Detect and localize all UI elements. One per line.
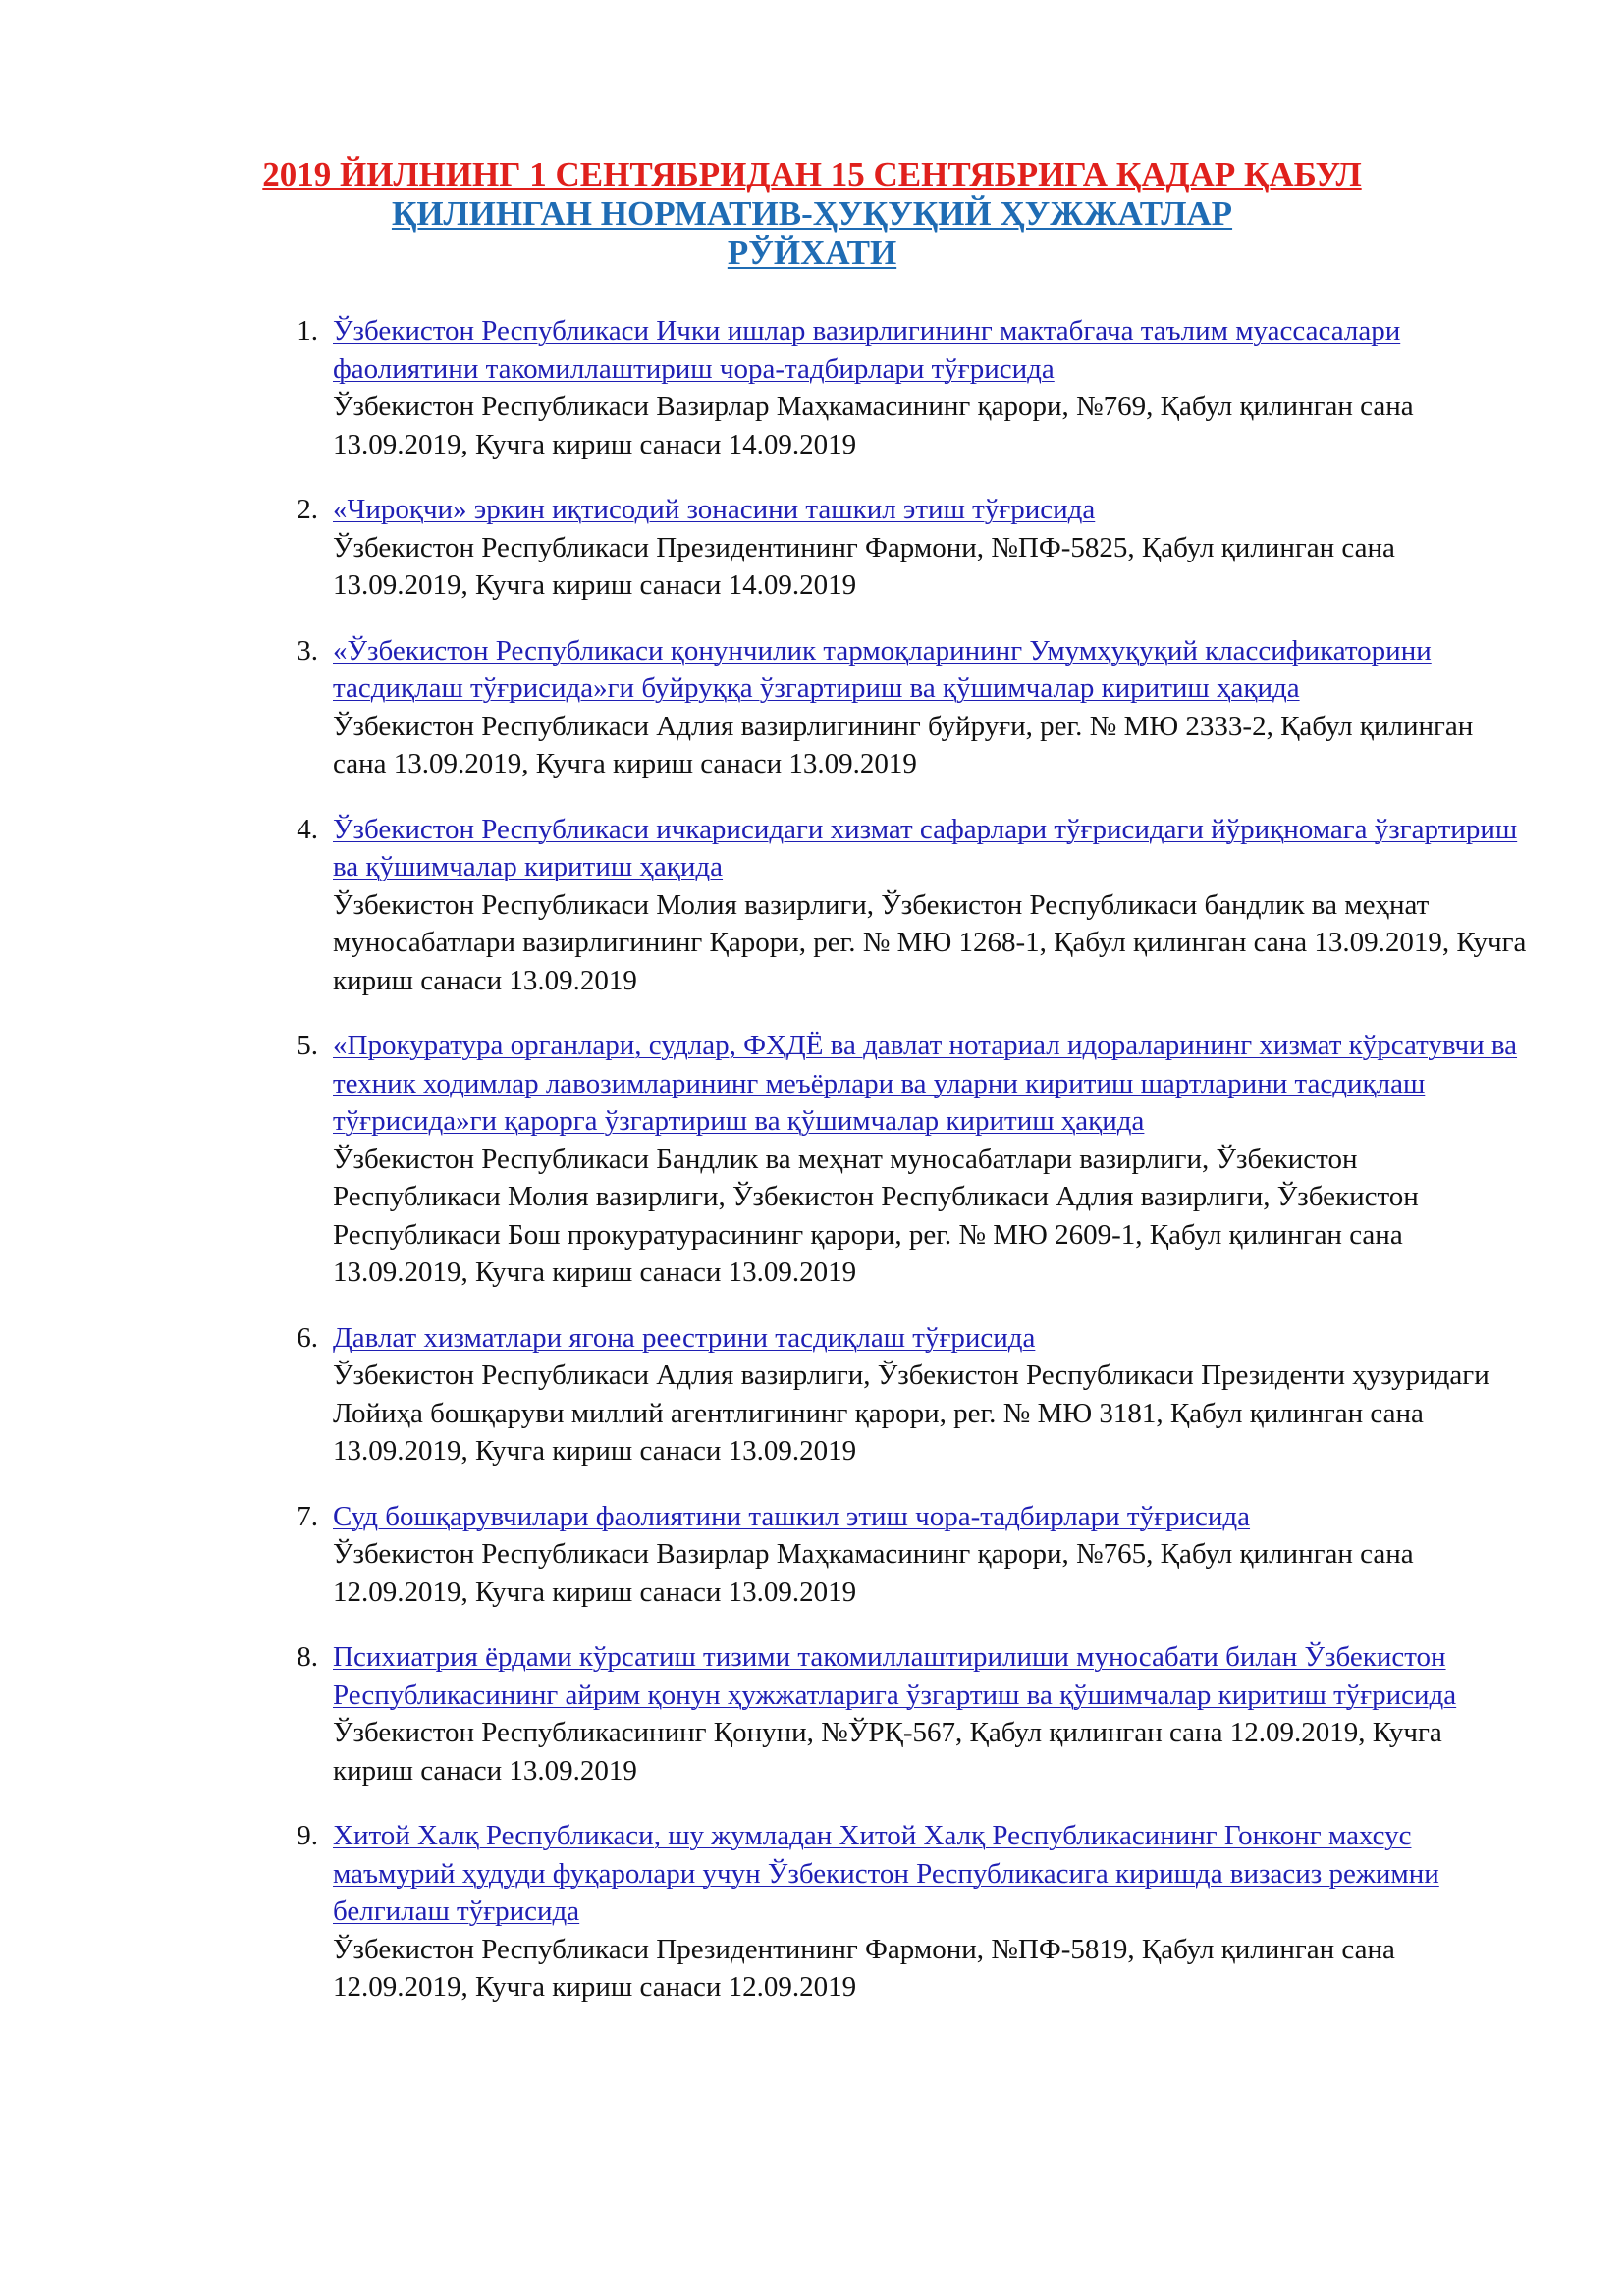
document-link[interactable]: Ўзбекистон Республикаси Ички ишлар вазирлигининг мактабгача таълим муассасалари фаолиятини такомиллаштириш чора-тадбирлари тўғрисида (333, 315, 1401, 385)
document-link[interactable]: «Ўзбекистон Республикаси қонунчилик тармоқларининг Умумҳуқуқий классификаторини тасдиқлаш тўғрисида»ги буйруққа ўзгартириш ва қўшимчалар киритиш ҳақида (333, 634, 1432, 704)
list-item (271, 1817, 1528, 2006)
document-link[interactable]: «Чироқчи» эркин иқтисодий зонасини ташкил этиш тўғрисида (333, 494, 1096, 525)
document-details: Ўзбекистон Республикасининг Қонуни, №ЎРҚ-567, Қабул қилинган сана 12.09.2019, Кучга кириш санаси 13.09.2019 (333, 1717, 1442, 1787)
documents-list (271, 312, 1528, 2034)
item-number: 9. (297, 1820, 318, 1851)
document-details: Ўзбекистон Республикаси Президентининг Фармони, №ПФ-5825, Қабул қилинган сана 13.09.2019, Кучга кириш санаси 14.09.2019 (333, 531, 1395, 601)
list-item (271, 491, 1528, 605)
document-details: Ўзбекистон Республикаси Молия вазирлиги, Ўзбекистон Республикаси бандлик ва меҳнат муносабатлари вазирлигининг Қарори, рег. № МЮ 1268-1, Қабул қилинган сана 13.09.2019, Кучга кириш санаси 13.09.2019 (333, 888, 1527, 996)
item-number: 7. (297, 1500, 318, 1532)
document-link[interactable]: Психиатрия ёрдами кўрсатиш тизими такомиллаштирилиши муносабати билан Ўзбекистон Республикасининг айрим қонун ҳужжатларига ўзгартиш ва қўшимчалар киритиш тўғрисида (333, 1641, 1457, 1711)
document-link[interactable]: Ўзбекистон Республикаси ичкарисидаги хизмат сафарлари тўғрисидаги йўриқномага ўзгартириш ва қўшимчалар киритиш ҳақида (333, 813, 1518, 882)
item-number: 3. (297, 634, 318, 667)
document-details: Ўзбекистон Республикаси Вазирлар Маҳкамасининг қарори, №765, Қабул қилинган сана 12.09.2019, Кучга кириш санаси 13.09.2019 (333, 1538, 1414, 1608)
document-details: Ўзбекистон Республикаси Бандлик ва меҳнат муносабатлари вазирлиги, Ўзбекистон Республикаси Молия вазирлиги, Ўзбекистон Республикаси Адлия вазирлиги, Ўзбекистон Республикаси Бош прокуратурасининг қарори, рег. № МЮ 2609-1, Қабул қилинган сана 13.09.2019, Кучга кириш санаси 13.09.2019 (333, 1143, 1419, 1288)
list-item (271, 1319, 1528, 1470)
list-item (271, 1638, 1528, 1789)
title-line-red: 2019 ЙИЛНИНГ 1 СЕНТЯБРИДАН 15 СЕНТЯБРИГА ҚАДАР ҚАБУЛ (262, 155, 1362, 193)
list-item (271, 632, 1528, 783)
document-link[interactable]: Давлат хизматлари ягона реестрини тасдиқлаш тўғрисида (333, 1321, 1036, 1354)
document-link[interactable]: Хитой Халқ Республикаси, шу жумладан Хитой Халқ Республикасининг Гонконг махсус маъмурий ҳудуди фуқаролари учун Ўзбекистон Республикасига киришда визасиз режимни белгилаш тўғрисида (333, 1820, 1439, 1927)
item-number: 6. (297, 1321, 318, 1354)
list-item (271, 312, 1528, 463)
document-details: Ўзбекистон Республикаси Адлия вазирлигининг буйруғи, рег. № МЮ 2333-2, Қабул қилинган сана 13.09.2019, Кучга кириш санаси 13.09.2019 (333, 710, 1474, 779)
item-number: 1. (297, 315, 318, 347)
list-item (271, 811, 1528, 1000)
item-number: 8. (297, 1641, 318, 1673)
item-number: 2. (297, 494, 318, 525)
title-line-blue-2: РЎЙХАТИ (727, 234, 897, 272)
document-details: Ўзбекистон Республикаси Адлия вазирлиги, Ўзбекистон Республикаси Президенти ҳузуридаги Лойиҳа бошқаруви миллий агентлигининг қарори, рег. № МЮ 3181, Қабул қилинган сана 13.09.2019, Кучга кириш санаси 13.09.2019 (333, 1360, 1489, 1467)
document-details: Ўзбекистон Республикаси Президентининг Фармони, №ПФ-5819, Қабул қилинган сана 12.09.2019, Кучга кириш санаси 12.09.2019 (333, 1933, 1395, 2002)
item-number: 4. (297, 813, 318, 845)
document-link[interactable]: «Прокуратура органлари, судлар, ФҲДЁ ва давлат нотариал идораларининг хизмат кўрсатувчи ва техник ходимлар лавозимларининг меъёрлари ва уларни киритиш шартларини тасдиқлаш тўғрисида»ги қарорга ўзгартириш ва қўшимчалар киритиш ҳақида (333, 1030, 1518, 1137)
document-link[interactable]: Суд бошқарувчилари фаолиятини ташкил этиш чора-тадбирлари тўғрисида (333, 1500, 1251, 1532)
document-title (147, 155, 1477, 273)
list-item (271, 1498, 1528, 1612)
item-number: 5. (297, 1030, 318, 1061)
document-details: Ўзбекистон Республикаси Вазирлар Маҳкамасининг қарори, №769, Қабул қилинган сана 13.09.2019, Кучга кириш санаси 14.09.2019 (333, 391, 1414, 460)
title-line-blue-1: ҚИЛИНГАН НОРМАТИВ-ҲУҚУҚИЙ ҲУЖЖАТЛАР (391, 194, 1233, 233)
list-item (271, 1027, 1528, 1292)
